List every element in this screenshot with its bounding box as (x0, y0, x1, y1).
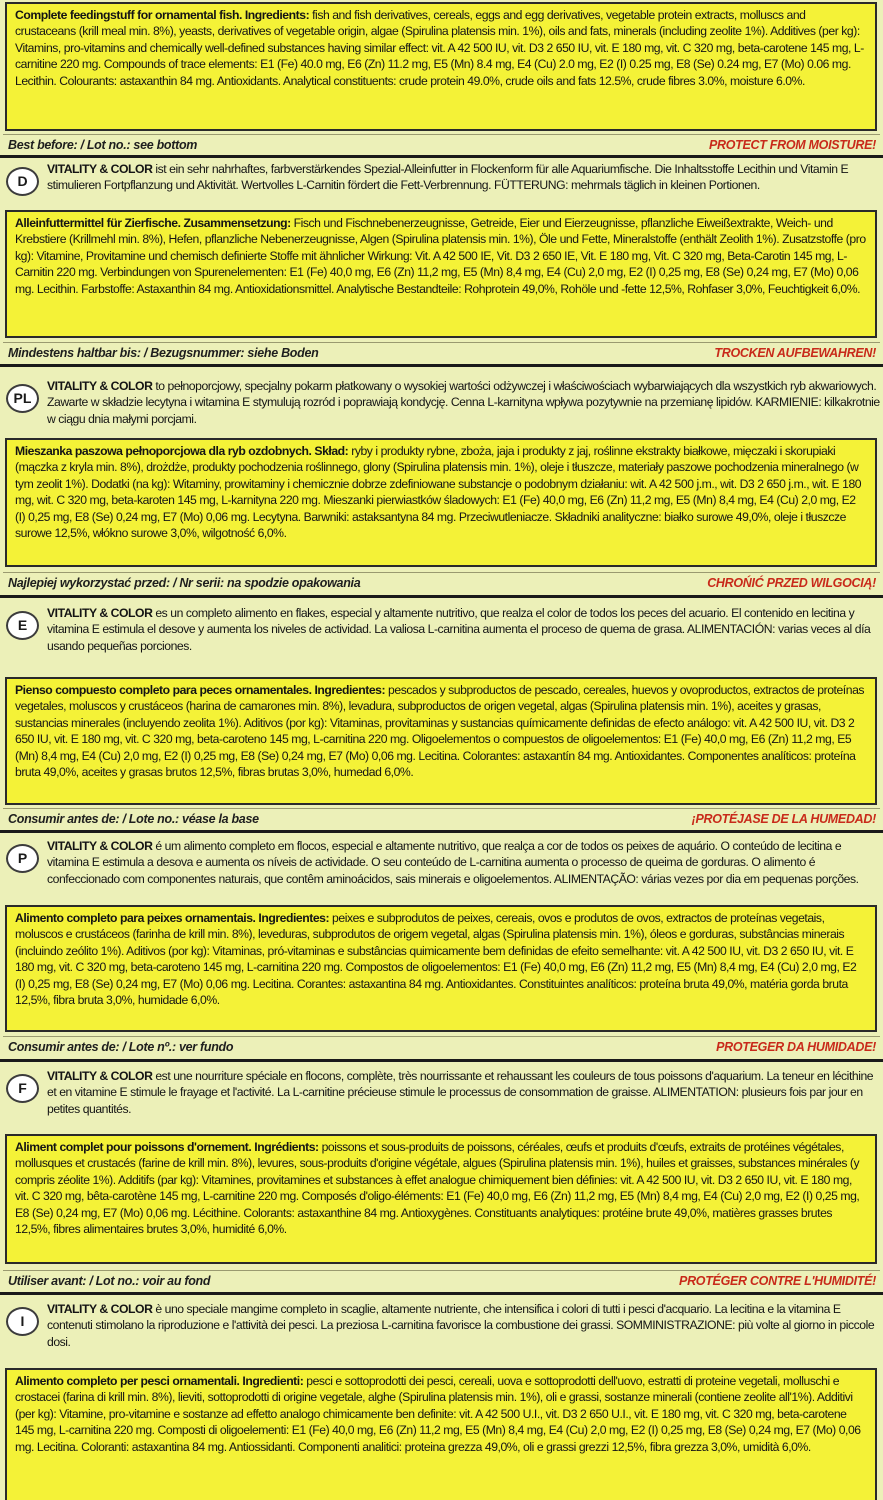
composition-heading: Alimento completo per pesci ornamentali. Ingredienti: (15, 1374, 304, 1388)
section-divider (0, 830, 883, 833)
composition-text: pescados y subproductos de pescado, cereales, huevos y ovoproductos, extractos de proteínas vegetales, moluscos y crustáceos (harina de camarones min. 8%), levadura, subproductos de origen vegetal, algas (Spirulina platensis min. 1%), aceites y grasas, sustancias minerales (incluyendo zeolita 1%). Aditivos (por kg): Vitaminas, provitaminas y sustancias químicamente definidas de efecto análogo: vit. A 42 500 IU, vit. D3 2 650 IU, vit. E 180 mg, vit. C 320 mg, beta-caroteno 145 mg, L-carnitina 220 mg. Oligoelementos o compuestos de oligoelementos: E1 (Fe) 40,0 mg, E6 (Zn) 11,2 mg, E5 (Mn) 8,4 mg, E4 (Cu) 2,0 mg, E2 (I) 0,25 mg, E8 (Se) 0,24 mg, E7 (Mo) 0,06 mg. Lecitina. Colorantes: astaxantín 84 mg. Antioxidantes. Componentes analíticos: proteína bruta 49,0%, aceites y grasas brutos 12,5%, fibras brutas 3,0%, humedad 6,0%. (15, 683, 865, 780)
best-before-note: Best before: / Lot no.: see bottom (8, 138, 198, 152)
moisture-warning: TROCKEN AUFBEWAHREN! (714, 346, 876, 360)
intro-text: é um alimento completo em flocos, especial e altamente nutritivo, que realça a cor de todos os peixes de aquário. O conteúdo de lecitina e vitamina E estimula a desova e aumenta os níveis de actividade. O seu conteúdo de L-carnitina aumenta o processo de queima de gorduras. O alimento é confeccionado com componentes naturais, que contêm aminoácidos, sais minerais e oligoelementos. ALIMENTAÇÃO: várias vezes por dia em pequenas porções. (47, 839, 859, 886)
section-divider (0, 1292, 883, 1295)
intro-text: è uno speciale mangime completo in scaglie, altamente nutriente, che intensifica i colori di tutti i pesci d'acquario. La lecitina e la vitamina E contenuti stimolano la riproduzione e l'attività dei pesci. La preziosa L-carnitina favorisce la combustione dei grassi. SOMMINISTRAZIONE: più volte al giorno in piccole dosi. (47, 1302, 875, 1349)
moisture-warning: CHROŃIĆ PRZED WILGOCIĄ! (707, 576, 876, 590)
product-name: VITALITY & COLOR (47, 162, 153, 176)
footer-line-en (3, 134, 880, 154)
language-badge-pt: P (6, 844, 39, 873)
footer-line-pl (3, 572, 880, 592)
intro-es (3, 605, 880, 665)
intro-it (3, 1301, 880, 1361)
composition-heading: Alleinfuttermittel für Zierfische. Zusammensetzung: (15, 216, 291, 230)
footer-line-de (3, 342, 880, 362)
footer-line-fr (3, 1270, 880, 1290)
best-before-note: Najlepiej wykorzystać przed: / Nr serii: na spodzie opakowania (8, 576, 361, 590)
product-name: VITALITY & COLOR (47, 1302, 153, 1316)
composition-box-it (5, 1368, 877, 1500)
composition-text: peixes e subprodutos de peixes, cereais, ovos e produtos de ovos, extractos de proteínas vegetais, moluscos e crustáceos (farinha de krill min. 8%), leveduras, subprodutos de origem vegetal, algas (Spirulina platensis min. 1%), óleos e gorduras, substâncias minerais (incluindo zeólito 1%). Aditivos (por kg): Vitaminas, pró-vitaminas e substâncias quimicamente bem definidas de efeito semelhante: vit. A 42 500 IU, vit. D3 2 650 IU, vit. E 180 mg, vit. C 320 mg, beta-caroteno 145 mg, L-carnitina 220 mg. Compostos de oligoelementos: E1 (Fe) 40,0 mg, E6 (Zn) 11,2 mg, E5 (Mn) 8,4 mg, E4 (Cu) 2,0 mg, E2 (I) 0,25 mg, E8 (Se) 0,24 mg, E7 (Mo) 0,06 mg. Lecitina. Corantes: astaxantina 84 mg. Antioxidantes. Constituintes analíticos: proteína bruta 49,0%, matéria gorda bruta 12,5%, fibra bruta 3,0%, humidade 6,0%. (15, 911, 857, 1008)
intro-de (3, 161, 880, 205)
section-divider (0, 1059, 883, 1062)
intro-text: ist ein sehr nahrhaftes, farbverstärkendes Spezial-Alleinfutter in Flockenform für alle Aquariumfische. Die Inhaltsstoffe Lecithin und Vitamin E stimulieren Fortpflanzung und Aktivität. Wertvolles L-Carnitin fördert die Fett-Verbrennung. FÜTTERUNG: mehrmals täglich in kleinen Portionen. (47, 162, 849, 193)
best-before-note: Utiliser avant: / Lot no.: voir au fond (8, 1274, 211, 1288)
best-before-note: Mindestens haltbar bis: / Bezugsnummer: siehe Boden (8, 346, 319, 360)
moisture-warning: PROTEGER DA HUMIDADE! (716, 1040, 876, 1054)
product-name: VITALITY & COLOR (47, 839, 153, 853)
intro-text: to pełnoporcjowy, specjalny pokarm płatkowany o wysokiej wartości odżywczej i właściwościach wybarwiających dla wszystkich ryb akwariowych. Zawarte w składzie lecytyna i witamina E stymulują rozród i poprawiają kondycję. Cenna L-karnityna wpływa pozytywnie na przemianę lipidów. KARMIENIE: kilkakrotnie w ciągu dnia małymi porcjami. (47, 379, 880, 426)
section-divider (0, 155, 883, 158)
best-before-note: Consumir antes de: / Lote nº.: ver fundo (8, 1040, 234, 1054)
composition-box-en (5, 2, 877, 131)
composition-box-es (5, 677, 877, 805)
moisture-warning: PROTECT FROM MOISTURE! (708, 138, 876, 152)
composition-text: poissons et sous-produits de poissons, céréales, œufs et produits d'œufs, extraits de protéines végétales, mollusques et crustacés (farine de krill min. 8%), levures, sous-produits d'origine végétale, algues (Spirulina platensis min. 1%), huiles et graisses, substances minérales (y compris zéolite 1%). Additifs (par kg): Vitamines, provitamines et substances à effet analogue chimiquement bien définies: vit. A 42 500 IU, vit. D3 2 650 IU, vit. E 180 mg, vit. C 320 mg, bêta-carotène 145 mg, L-carnitine 220 mg. Composés d'oligo-éléments: E1 (Fe) 40,0 mg, E6 (Zn) 11,2 mg, E5 (Mn) 8,4 mg, E4 (Cu) 2,0 mg, E2 (I) 0,25 mg, E8 (Se) 0,24 mg, E7 (Mo) 0,06 mg. Lécithine. Colorants: astaxanthine 84 mg. Antioxygènes. Constituants analytiques: protéine brute 49,0%, matières grasses brutes 12,5%, fibres alimentaires brutes 3,0%, humidité 6,0%. (15, 1140, 860, 1237)
language-badge-fr: F (6, 1074, 39, 1103)
intro-text: es un completo alimento en flakes, especial y altamente nutritivo, que realza el color de todos los peces del acuario. El contenido en lecitina y vitamina E estimula el desove y aumenta los niveles de actividad. La valiosa L-carnitina aumenta el proceso de quema de grasa. ALIMENTACIÓN: varias veces al día usando pequeñas porciones. (47, 606, 871, 653)
product-name: VITALITY & COLOR (47, 379, 153, 393)
moisture-warning: ¡PROTÉJASE DE LA HUMEDAD! (691, 812, 876, 826)
intro-pt (3, 838, 880, 898)
composition-heading: Pienso compuesto completo para peces ornamentales. Ingredientes: (15, 683, 386, 697)
best-before-note: Consumir antes de: / Lote no.: véase la base (8, 812, 259, 826)
footer-line-pt (3, 1036, 880, 1056)
product-name: VITALITY & COLOR (47, 1069, 153, 1083)
composition-heading: Mieszanka paszowa pełnoporcjowa dla ryb ozdobnych. Skład: (15, 444, 349, 458)
composition-heading: Aliment complet pour poissons d'ornement. Ingrédients: (15, 1140, 319, 1154)
language-badge-es: E (6, 611, 39, 640)
moisture-warning: PROTÉGER CONTRE L'HUMIDITÉ! (679, 1274, 876, 1288)
composition-heading: Alimento completo para peixes ornamentais. Ingredientes: (15, 911, 330, 925)
footer-line-es (3, 808, 880, 828)
section-divider (0, 364, 883, 367)
language-badge-it: I (6, 1307, 39, 1336)
language-badge-pl: PL (6, 384, 39, 413)
composition-heading: Complete feedingstuff for ornamental fish. Ingredients: (15, 8, 310, 22)
intro-text: est une nourriture spéciale en flocons, complète, très nourrissante et rehaussant les couleurs de tous poissons d'aquarium. La teneur en lécithine et en vitamine E stimule le frayage et l'activité. La L-carnitine précieuse stimule le processus de consommation de graisse. ALIMENTATION: plusieurs fois par jour en petites quantités. (47, 1069, 874, 1116)
composition-text: pesci e sottoprodotti dei pesci, cereali, uova e sottoprodotti dell'uovo, estratti di proteine vegetali, molluschi e crostacei (farina di krill min. 8%), lieviti, sottoprodotti di origine vegetale, alghe (Spirulina platensis min. 1%), oli e grassi, sostanze minerali (contiene zeolite all'1%). Additivi (per kg): Vitamine, pro-vitamine e sostanze ad effetto analogo chimicamente ben definite: vit. A 42 500 U.I., vit. D3 2 650 U.I., vit. E 180 mg, vit. C 320 mg, beta-carotene 145 mg, L-carnitina 220 mg. Composti di oligoelementi: E1 (Fe) 40,0 mg, E6 (Zn) 11,2 mg, E5 (Mn) 8,4 mg, E4 (Cu) 2,0 mg, E2 (I) 0,25 mg, E8 (Se) 0,24 mg, E7 (Mo) 0,06 mg. Lecitina. Coloranti: astaxantina 84 mg. Antiossidanti. Componenti analitici: proteina grezza 49,0%, oli e grassi grezzi 12,5%, fibra grezza 3,0%, umidità 6,0%. (15, 1374, 861, 1454)
composition-text: Fisch und Fischnebenerzeugnisse, Getreide, Eier und Eierzeugnisse, pflanzliche Eiweißextrakte, Weich- und Krebstiere (Krillmehl min. 8%), Hefen, pflanzliche Nebenerzeugnisse, Algen (Spirulina platensis min. 1%), Öle und Fette, Mineralstoffe (enthält Zeolith 1%). Zusatzstoffe (pro kg): Vitamine, Provitamine und chemisch definierte Stoffe mit ähnlicher Wirkung: Vit. A 42 500 IE, Vit. D3 2 650 IE, Vit. E 180 mg, Vit. C 320 mg, Beta-Carotin 145 mg, L-Carnitin 220 mg. Verbindungen von Spurenelementen: E1 (Fe) 40,0 mg, E6 (Zn) 11,2 mg, E5 (Mn) 8,4 mg, E4 (Cu) 2,0 mg, E2 (I) 0,25 mg, E8 (Se) 0,24 mg, E7 (Mo) 0,06 mg. Lecithin. Farbstoffe: Astaxanthin 84 mg. Antioxidationsmittel. Analytische Bestandteile: Rohprotein 49,0%, Rohöle und -fette 12,5%, Rohfaser 3,0%, Feuchtigkeit 6,0%. (15, 216, 866, 296)
composition-text: ryby i produkty rybne, zboża, jaja i produkty z jaj, roślinne ekstrakty białkowe, mięczaki i skorupiaki (mączka z kryla min. 8%), drożdże, produkty pochodzenia roślinnego, glony (Spirulina platensis min. 1%), oleje i tłuszcze, materiały paszowe pochodzenia mineralnego (w tym zeolit 1%). Dodatki (na kg): Witaminy, prowitaminy i chemicznie dobrze zdefiniowane substancje o podobnym działaniu: wit. A 42 500 j.m., wit. D3 2 650 j.m., wit. E 180 mg, wit. C 320 mg, beta-karoten 145 mg, L-karnityna 220 mg. Mieszanki pierwiastków śladowych: E1 (Fe) 40,0 mg, E6 (Zn) 11,2 mg, E5 (Mn) 8,4 mg, E4 (Cu) 2,0 mg, E2 (I) 0,25 mg, E8 (Se) 0,24 mg, E7 (Mo) 0,06 mg. Lecytyna. Barwniki: astaksantyna 84 mg. Przeciwutleniacze. Składniki analityczne: białko surowe 49,0%, oleje i tłuszcze surowe 12,5%, włókno surowe 3,0%, wilgotność 6,0%. (15, 444, 862, 541)
product-name: VITALITY & COLOR (47, 606, 153, 620)
composition-box-fr (5, 1134, 877, 1264)
composition-box-de (5, 210, 877, 338)
composition-text: fish and fish derivatives, cereals, eggs and egg derivatives, vegetable protein extracts, molluscs and crustaceans (krill meal min. 8%), yeasts, derivatives of vegetable origin, algae (Spirulina platensis min. 1%), oils and fats, minerals (including zeolite 1%). Additives (per kg): Vitamins, pro-vitamins and chemically well-defined substances having similar effect: vit. A 42 500 IU, vit. D3 2 650 IU, vit. E 180 mg, vit. C 320 mg, beta-carotene 145 mg, L-carnitine 220 mg. Compounds of trace elements: E1 (Fe) 40.0 mg, E6 (Zn) 11.2 mg, E5 (Mn) 8.4 mg, E4 (Cu) 2.0 mg, E2 (I) 0.25 mg, E8 (Se) 0.24 mg, E7 (Mo) 0.06 mg. Lecithin. Colourants: astaxanthin 84 mg. Antioxidants. Analytical constituents: crude protein 49.0%, crude oils and fats 12.5%, crude fibres 3.0%, moisture 6.0%. (15, 8, 864, 88)
intro-pl (3, 378, 880, 430)
composition-box-pl (5, 438, 877, 567)
composition-box-pt (5, 905, 877, 1032)
language-badge-de: D (6, 167, 39, 196)
section-divider (0, 595, 883, 598)
intro-fr (3, 1068, 880, 1126)
